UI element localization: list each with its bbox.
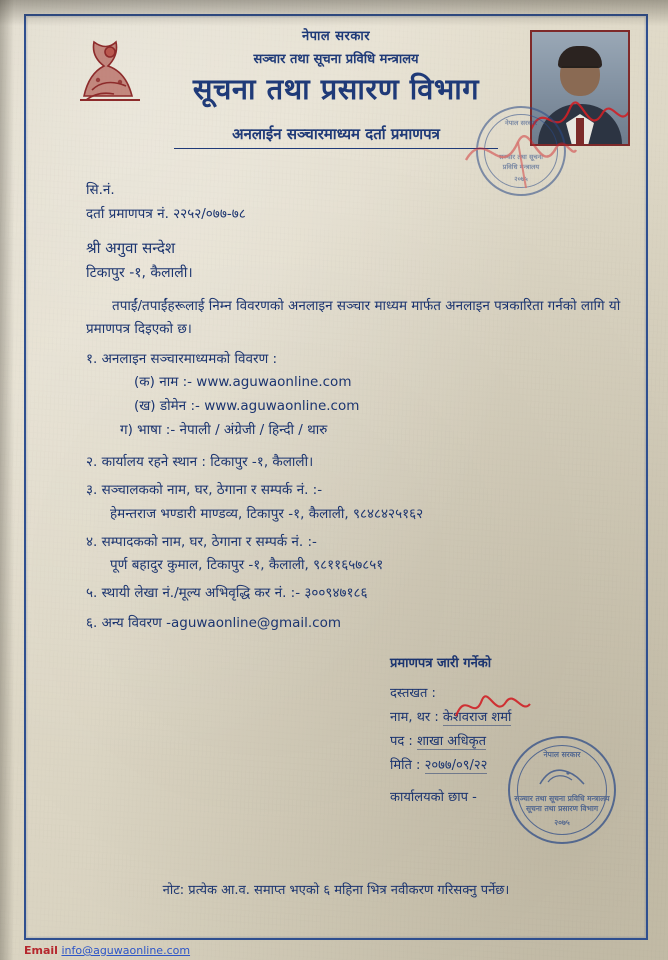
name-row <box>390 706 511 730</box>
subtitle-underline <box>174 148 498 149</box>
item-2-number: २. <box>86 454 98 470</box>
item-1c-number: ग) <box>120 422 133 439</box>
item-4-detail: पूर्ण बहादुर कुमाल, टिकापुर -१, कैलाली, ९८११६५७८५१ <box>110 557 384 574</box>
item-1b-label: डोमेन <box>159 398 187 415</box>
seal-top-text: नेपाल सरकार <box>543 750 581 759</box>
document-subtitle: अनलाईन सञ्चारमाध्यम दर्ता प्रमाणपत्र <box>232 125 440 143</box>
name-value: केशवराज शर्मा <box>442 710 512 726</box>
item-1-text: अनलाइन सञ्चारमाध्यमको विवरण : <box>101 350 278 367</box>
list-item <box>86 420 622 442</box>
date-value: २०७७/०९/२२ <box>424 758 488 774</box>
intro-paragraph: तपाईं/तपाईंहरूलाई निम्न विवरणको अनलाइन सञ्चार माध्यम मार्फत अनलाइन पत्रकारिता गर्नको लागि यो प्रमाणपत्र दिइएको छ। <box>86 297 621 337</box>
header-line-department: सूचना तथा प्रसारण विभाग <box>192 72 480 106</box>
serial-number-label: सि.नं. <box>86 182 115 198</box>
list-item <box>86 480 622 502</box>
document-content <box>24 14 648 940</box>
item-4-number: ४. <box>86 533 98 550</box>
addressee-name: श्री अगुवा सन्देश <box>86 238 176 257</box>
footer-tag: Email <box>24 944 58 957</box>
registration-number-label: दर्ता प्रमाणपत्र नं. <box>86 205 169 222</box>
item-1b-sep: :- <box>190 398 200 415</box>
footer-note: नोट: प्रत्येक आ.व. समाप्त भएको ६ महिना भित्र नवीकरण गरिसक्नु पर्नेछ। <box>162 883 510 898</box>
item-4-detail-row <box>86 555 622 577</box>
date-label: मिति : <box>390 758 421 774</box>
item-3-text: सञ्चालकको नाम, घर, ठेगाना र सम्पर्क नं. :- <box>101 481 323 498</box>
header-line-government: नेपाल सरकार <box>301 29 371 44</box>
item-3-number: ३. <box>86 481 98 498</box>
date-row <box>390 754 511 778</box>
seal-small-top-text: नेपाल सरकार <box>504 119 538 127</box>
item-1-number: १. <box>86 350 98 367</box>
list-item <box>86 532 622 554</box>
footer-contact-bar <box>0 944 668 960</box>
seal-bottom-text: २०७५ <box>554 818 570 827</box>
seal-small-mid1-text: सञ्चार तथा सूचना <box>499 153 543 161</box>
registration-number-value: २२५२/०७७-७८ <box>173 205 246 222</box>
seal-small-mid2-text: प्रविधि मन्त्रालय <box>502 163 540 171</box>
addressee-address: टिकापुर -१, कैलाली। <box>86 265 193 282</box>
item-1a-number: (क) <box>134 374 155 391</box>
item-6-detail: -aguwaonline@gmail.com <box>166 615 342 632</box>
post-row <box>390 730 511 754</box>
signature-label: दस्तखत : <box>390 686 436 702</box>
signature-block <box>390 652 511 810</box>
item-5-number: ५. <box>86 585 98 602</box>
list-item <box>86 583 622 605</box>
item-1a-sep: :- <box>182 374 192 391</box>
list-item <box>86 349 622 371</box>
seal-mid1-text: सञ्चार तथा सूचना प्रविधि मन्त्रालय <box>514 794 610 803</box>
name-label: नाम, थर : <box>390 710 439 726</box>
document-body <box>86 180 622 637</box>
item-1c-label: भाषा <box>137 422 162 439</box>
item-1a-value: www.aguwaonline.com <box>196 374 352 391</box>
header-line-ministry: सञ्चार तथा सूचना प्रविधि मन्त्रालय <box>253 52 419 67</box>
item-3-detail: हेमन्तराज भण्डारी माण्डव्य, टिकापुर -१, कैलाली, ९८४८४२५१६२ <box>110 505 424 522</box>
post-label: पद : <box>390 734 413 750</box>
item-3-detail-row <box>86 504 622 526</box>
registration-number-row <box>86 204 622 226</box>
seal-mid2-text: सूचना तथा प्रसारण विभाग <box>525 804 599 813</box>
scan-shadow-left <box>0 0 14 960</box>
office-seal-stamp <box>508 736 616 844</box>
item-5-text: स्थायी लेखा नं./मूल्य अभिवृद्धि कर नं. :- ३००९४७१८६ <box>101 585 368 602</box>
item-1a-label: नाम <box>159 374 179 391</box>
office-stamp-label: कार्यालयको छाप - <box>390 790 477 806</box>
address-row <box>86 262 622 285</box>
list-item <box>86 452 622 474</box>
item-1b-number: (ख) <box>134 398 156 415</box>
item-1c-sep: :- <box>165 422 176 439</box>
serial-number-row <box>86 180 622 202</box>
item-6-number: ६. <box>86 615 98 632</box>
signature-row <box>390 682 511 706</box>
signature-block-title: प्रमाणपत्र जारी गर्नेको <box>390 656 492 671</box>
list-item <box>86 396 622 418</box>
item-4-text: सम्पादकको नाम, घर, ठेगाना र सम्पर्क नं. :- <box>101 533 317 550</box>
item-2-text: कार्यालय रहने स्थान : टिकापुर -१, कैलाली। <box>101 454 314 470</box>
post-value: शाखा अधिकृत <box>416 734 486 750</box>
footer-email-link[interactable]: info@aguwaonline.com <box>61 944 191 957</box>
item-1b-value: www.aguwaonline.com <box>204 398 360 415</box>
list-item <box>86 372 622 394</box>
list-item <box>86 613 622 635</box>
addressee-row <box>86 236 622 260</box>
office-stamp-row <box>390 786 511 810</box>
seal-bird-icon <box>538 764 586 790</box>
item-1c-value: नेपाली / अंग्रेजी / हिन्दी / थारु <box>179 422 328 439</box>
item-6-text: अन्य विवरण <box>101 615 162 632</box>
seal-small-bottom-text: २०७५ <box>514 175 528 183</box>
